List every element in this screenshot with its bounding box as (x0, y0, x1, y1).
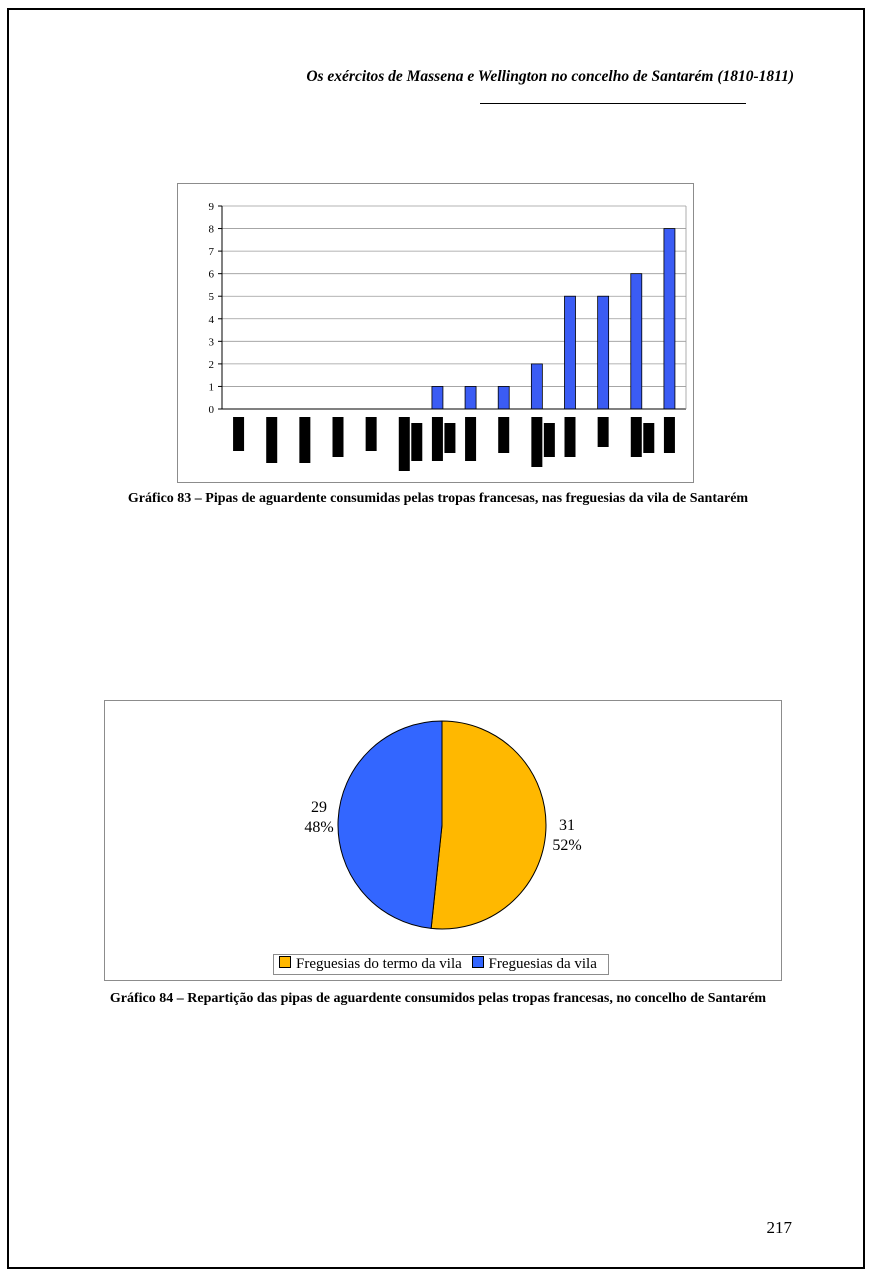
bar-chart-axes (222, 206, 686, 409)
y-tick-label-3: 3 (208, 336, 214, 349)
y-tick-label-8: 8 (208, 223, 214, 236)
category-label-block-9 (531, 417, 542, 467)
category-label-block-12 (631, 417, 642, 457)
pie-chart (105, 701, 781, 980)
pie-legend (273, 954, 609, 975)
y-tick-label-1: 1 (208, 381, 214, 394)
header-rule (480, 103, 746, 104)
category-label-block-1 (266, 417, 277, 463)
y-tick-label-0: 0 (208, 404, 214, 416)
pie-label-vila (289, 798, 349, 838)
bar-chart-grid (222, 206, 686, 386)
category-label-block-extra-12 (643, 423, 654, 453)
y-tick-label-9: 9 (208, 201, 214, 213)
bar-13 (664, 229, 675, 409)
bar-6 (432, 386, 443, 409)
bar-8 (498, 386, 509, 409)
y-tick-label-7: 7 (208, 246, 214, 259)
category-label-block-13 (664, 417, 675, 453)
pie-slice-0 (431, 721, 546, 929)
pie-value-vila: 29 (311, 799, 327, 816)
pie-label-termo (537, 816, 597, 856)
legend-label-termo: Freguesias do termo da vila (296, 956, 462, 972)
y-tick-label-2: 2 (208, 358, 214, 371)
bar-chart-container (177, 183, 694, 483)
bar-9 (531, 364, 542, 409)
chart83-caption: Gráfico 83 – Pipas de aguardente consumidas pelas tropas francesas, nas freguesias da vila de Santarém (127, 491, 749, 506)
category-label-block-extra-9 (544, 423, 555, 457)
running-header: Os exércitos de Massena e Wellington no concelho de Santarém (1810-1811) (306, 68, 794, 85)
bar-10 (565, 296, 576, 409)
page-number: 217 (766, 1218, 792, 1237)
bar-chart-category-labels (233, 417, 675, 471)
category-label-block-6 (432, 417, 443, 461)
category-label-block-8 (498, 417, 509, 453)
pie-chart-container (104, 700, 782, 981)
pie-percent-termo: 52% (552, 837, 582, 854)
bar-11 (598, 296, 609, 409)
y-tick-label-5: 5 (208, 291, 214, 304)
category-label-block-extra-6 (444, 423, 455, 453)
bar-12 (631, 274, 642, 409)
category-label-block-7 (465, 417, 476, 461)
legend-label-vila: Freguesias da vila (488, 956, 597, 972)
category-label-block-5 (399, 417, 410, 471)
category-label-block-10 (565, 417, 576, 457)
legend-swatch-termo (279, 956, 291, 968)
legend-swatch-vila (472, 956, 484, 968)
category-label-block-2 (299, 417, 310, 463)
y-tick-label-6: 6 (208, 268, 214, 281)
pie-slice-1 (338, 721, 442, 928)
category-label-block-3 (333, 417, 344, 457)
bar-chart (178, 184, 693, 482)
pie-value-termo: 31 (559, 817, 575, 834)
legend-item-vila (472, 956, 597, 972)
pie-percent-vila: 48% (304, 819, 334, 836)
category-label-block-0 (233, 417, 244, 451)
category-label-block-11 (598, 417, 609, 447)
bar-7 (465, 386, 476, 409)
chart84-caption: Gráfico 84 – Repartição das pipas de aguardente consumidos pelas tropas francesas, no concelho de Santarém (109, 991, 767, 1006)
category-label-block-4 (366, 417, 377, 451)
y-tick-label-4: 4 (208, 313, 214, 326)
category-label-block-extra-5 (411, 423, 422, 461)
legend-item-termo (279, 956, 466, 972)
bar-chart-y-ticks (209, 201, 223, 416)
